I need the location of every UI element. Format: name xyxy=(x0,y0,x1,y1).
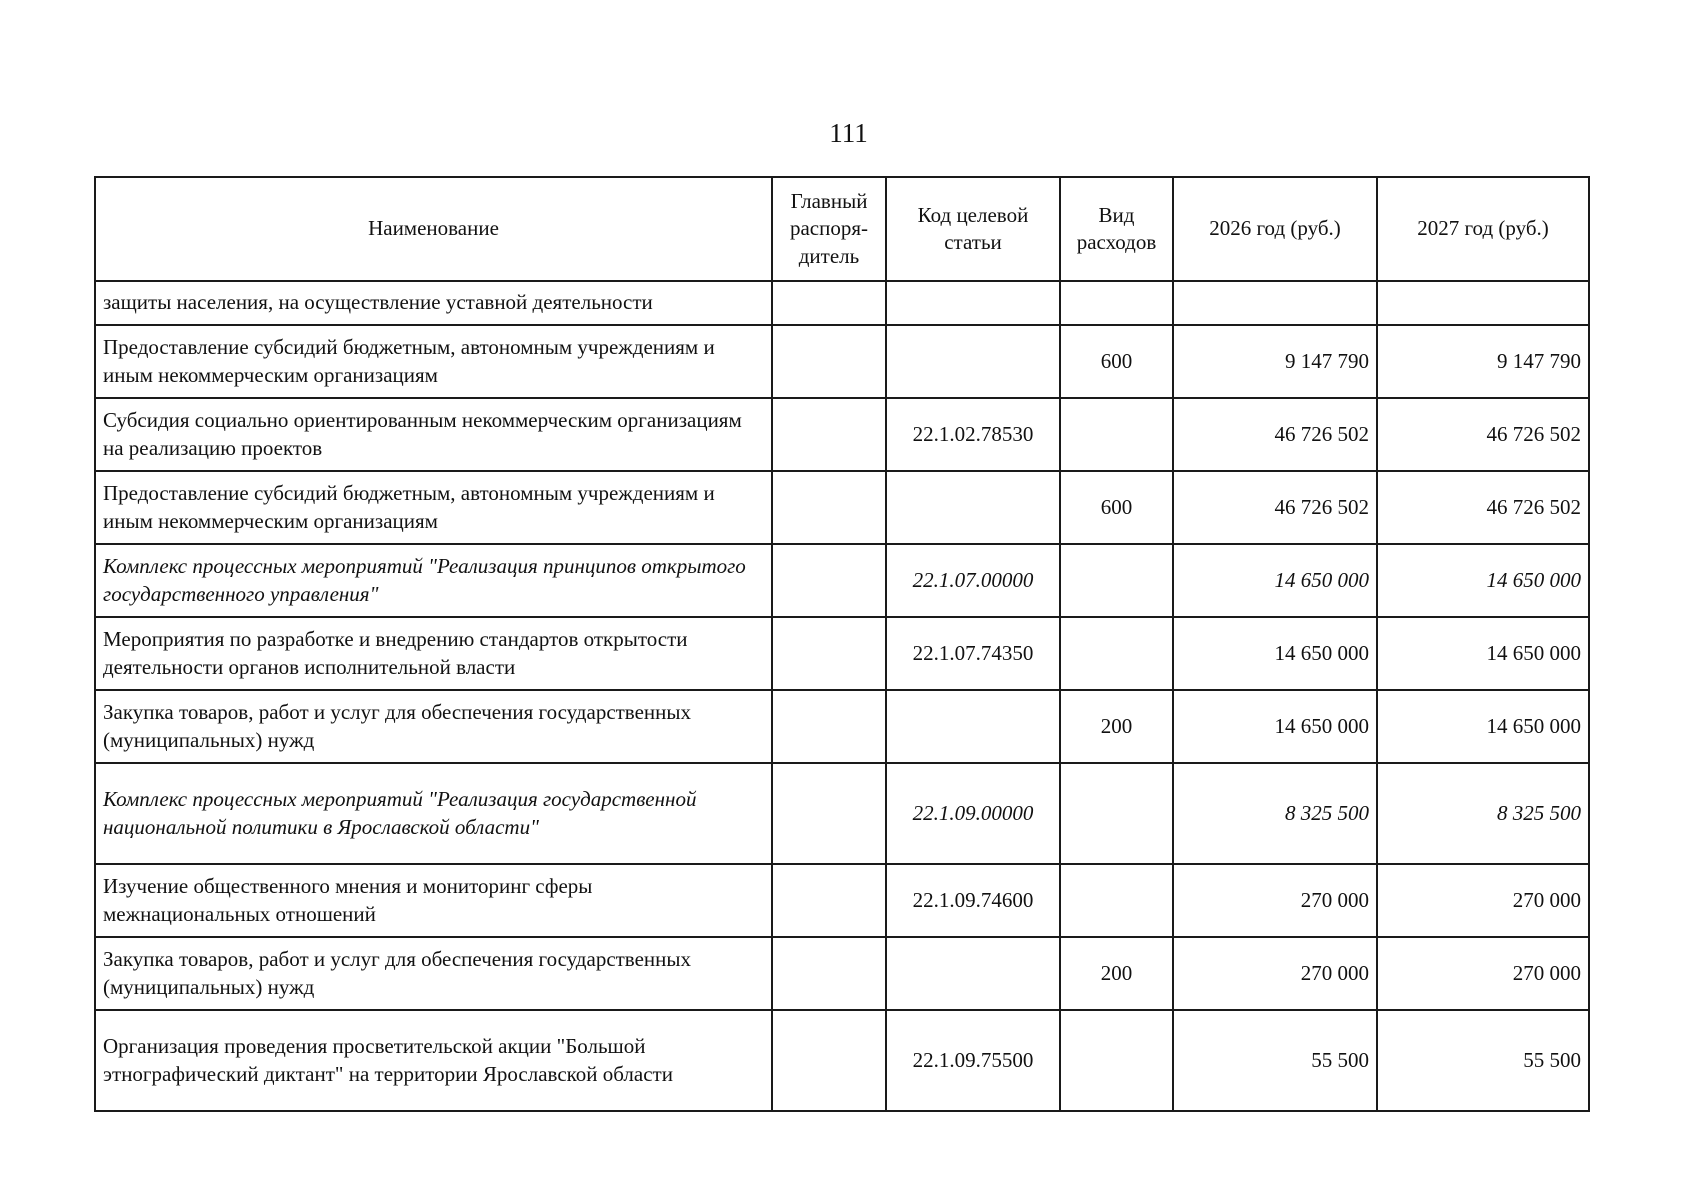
cell-code xyxy=(886,690,1060,763)
cell-manager xyxy=(772,325,886,398)
header-manager: Главный распоря-дитель xyxy=(772,177,886,281)
cell-kind xyxy=(1060,763,1173,864)
table-header-row xyxy=(95,177,1589,281)
cell-kind xyxy=(1060,864,1173,937)
cell-2026: 14 650 000 xyxy=(1173,617,1377,690)
cell-kind: 600 xyxy=(1060,325,1173,398)
cell-code xyxy=(886,937,1060,1010)
header-name: Наименование xyxy=(95,177,772,281)
cell-kind: 200 xyxy=(1060,937,1173,1010)
cell-manager xyxy=(772,398,886,471)
cell-code: 22.1.09.75500 xyxy=(886,1010,1060,1111)
cell-2027: 14 650 000 xyxy=(1377,617,1589,690)
cell-code xyxy=(886,325,1060,398)
cell-code: 22.1.02.78530 xyxy=(886,398,1060,471)
cell-2027 xyxy=(1377,281,1589,325)
table-row xyxy=(95,281,1589,325)
cell-name: Предоставление субсидий бюджетным, автономным учреждениям и иным некоммерческим организациям xyxy=(95,325,772,398)
cell-2026: 270 000 xyxy=(1173,864,1377,937)
cell-name: Субсидия социально ориентированным некоммерческим организациям на реализацию проектов xyxy=(95,398,772,471)
cell-code: 22.1.07.00000 xyxy=(886,544,1060,617)
cell-2027: 9 147 790 xyxy=(1377,325,1589,398)
cell-2026: 9 147 790 xyxy=(1173,325,1377,398)
cell-2027: 8 325 500 xyxy=(1377,763,1589,864)
table-row xyxy=(95,617,1589,690)
table-row xyxy=(95,544,1589,617)
page-number: 111 xyxy=(829,118,868,148)
cell-2027: 55 500 xyxy=(1377,1010,1589,1111)
cell-name: Мероприятия по разработке и внедрению стандартов открытости деятельности органов исполнительной власти xyxy=(95,617,772,690)
cell-2027: 14 650 000 xyxy=(1377,544,1589,617)
table-row xyxy=(95,398,1589,471)
cell-manager xyxy=(772,281,886,325)
header-2026: 2026 год (руб.) xyxy=(1173,177,1377,281)
cell-2027: 270 000 xyxy=(1377,864,1589,937)
cell-kind xyxy=(1060,1010,1173,1111)
cell-code: 22.1.09.00000 xyxy=(886,763,1060,864)
cell-2026 xyxy=(1173,281,1377,325)
cell-2027: 46 726 502 xyxy=(1377,398,1589,471)
cell-name: Закупка товаров, работ и услуг для обеспечения государственных (муниципальных) нужд xyxy=(95,937,772,1010)
cell-kind xyxy=(1060,281,1173,325)
cell-code xyxy=(886,281,1060,325)
cell-manager xyxy=(772,1010,886,1111)
cell-kind xyxy=(1060,398,1173,471)
cell-code: 22.1.09.74600 xyxy=(886,864,1060,937)
cell-kind: 200 xyxy=(1060,690,1173,763)
cell-2027: 270 000 xyxy=(1377,937,1589,1010)
cell-2026: 8 325 500 xyxy=(1173,763,1377,864)
cell-manager xyxy=(772,471,886,544)
header-code: Код целевой статьи xyxy=(886,177,1060,281)
budget-table xyxy=(94,176,1590,1112)
cell-kind xyxy=(1060,544,1173,617)
cell-manager xyxy=(772,864,886,937)
cell-kind: 600 xyxy=(1060,471,1173,544)
cell-name: защиты населения, на осуществление уставной деятельности xyxy=(95,281,772,325)
cell-2026: 14 650 000 xyxy=(1173,690,1377,763)
header-kind: Вид расходов xyxy=(1060,177,1173,281)
cell-manager xyxy=(772,937,886,1010)
cell-manager xyxy=(772,763,886,864)
cell-manager xyxy=(772,544,886,617)
table-row xyxy=(95,1010,1589,1111)
cell-kind xyxy=(1060,617,1173,690)
cell-2026: 14 650 000 xyxy=(1173,544,1377,617)
cell-code xyxy=(886,471,1060,544)
cell-2026: 55 500 xyxy=(1173,1010,1377,1111)
table-row xyxy=(95,325,1589,398)
cell-name: Закупка товаров, работ и услуг для обеспечения государственных (муниципальных) нужд xyxy=(95,690,772,763)
cell-2027: 46 726 502 xyxy=(1377,471,1589,544)
cell-manager xyxy=(772,690,886,763)
cell-name: Организация проведения просветительской акции "Большой этнографический диктант" на территории Ярославской области xyxy=(95,1010,772,1111)
table-row xyxy=(95,471,1589,544)
cell-name: Изучение общественного мнения и мониторинг сферы межнациональных отношений xyxy=(95,864,772,937)
cell-2027: 14 650 000 xyxy=(1377,690,1589,763)
table-row xyxy=(95,763,1589,864)
cell-manager xyxy=(772,617,886,690)
cell-code: 22.1.07.74350 xyxy=(886,617,1060,690)
table-row xyxy=(95,864,1589,937)
table-row xyxy=(95,690,1589,763)
cell-2026: 270 000 xyxy=(1173,937,1377,1010)
cell-name: Комплекс процессных мероприятий "Реализация государственной национальной политики в Ярославской области" xyxy=(95,763,772,864)
cell-name: Комплекс процессных мероприятий "Реализация принципов открытого государственного управления" xyxy=(95,544,772,617)
cell-2026: 46 726 502 xyxy=(1173,398,1377,471)
cell-2026: 46 726 502 xyxy=(1173,471,1377,544)
header-2027: 2027 год (руб.) xyxy=(1377,177,1589,281)
table-row xyxy=(95,937,1589,1010)
cell-name: Предоставление субсидий бюджетным, автономным учреждениям и иным некоммерческим организациям xyxy=(95,471,772,544)
